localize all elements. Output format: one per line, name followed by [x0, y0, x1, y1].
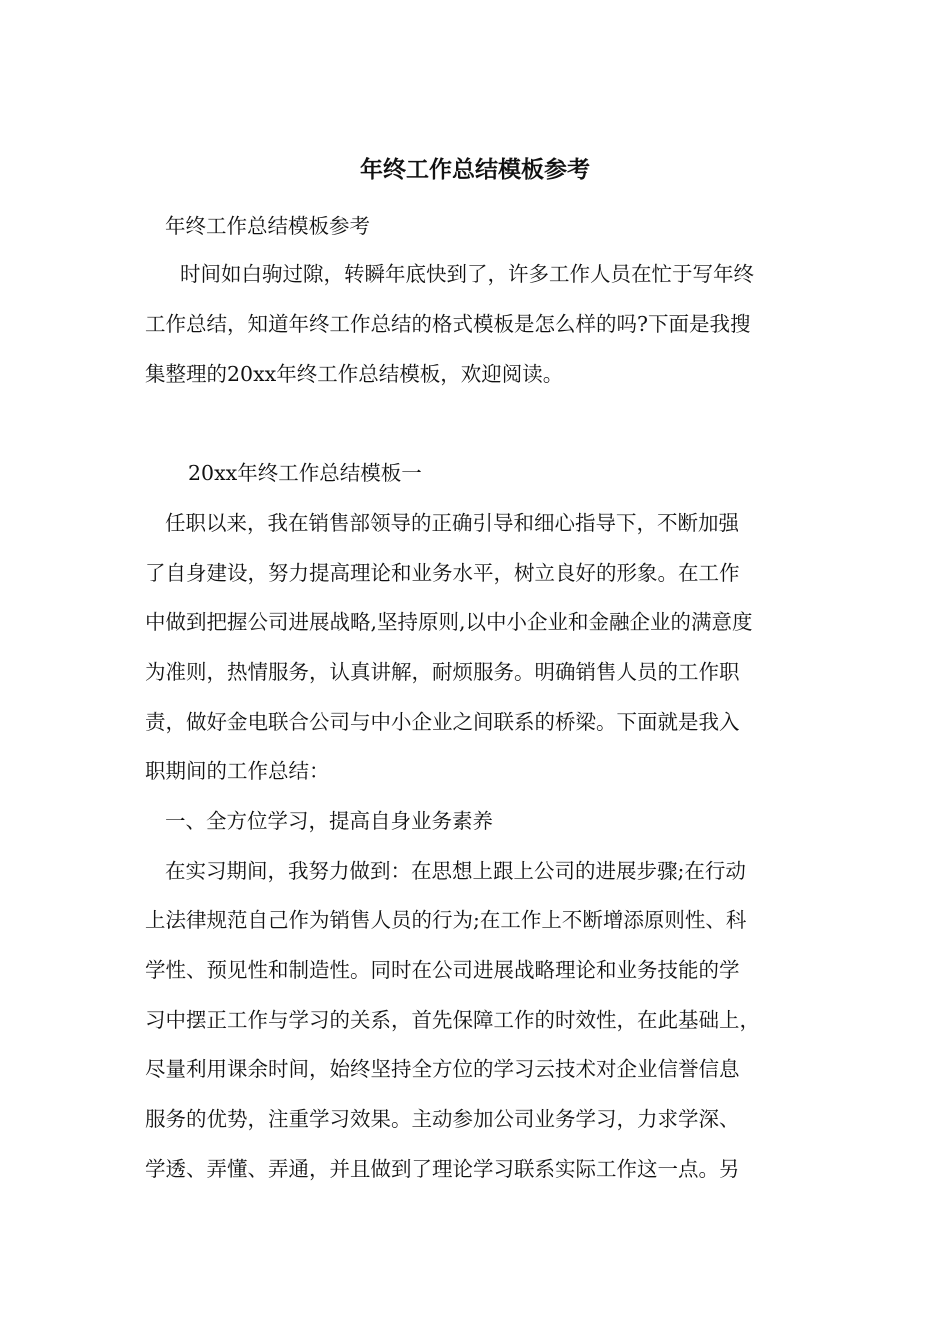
paragraph-line: 了自身建设，努力提高理论和业务水平，树立良好的形象。在工作: [145, 561, 740, 585]
paragraph-line: 习中摆正工作与学习的关系，首先保障工作的时效性，在此基础上，: [145, 1008, 760, 1032]
paragraph-line: 责，做好金电联合公司与中小企业之间联系的桥梁。下面就是我入: [145, 710, 740, 734]
paragraph-line: 任职以来，我在销售部领导的正确引导和细心指导下，不断加强: [165, 511, 739, 535]
subtitle-line: 年终工作总结模板参考: [165, 214, 370, 238]
paragraph-line: 上法律规范自己作为销售人员的行为;在工作上不断增添原则性、科: [145, 908, 747, 932]
paragraph-line: 学透、弄懂、弄通，并且做到了理论学习联系实际工作这一点。另: [145, 1157, 740, 1181]
section-heading: 20xx年终工作总结模板一: [188, 461, 422, 485]
document-title: 年终工作总结模板参考: [360, 157, 590, 183]
paragraph-line: 中做到把握公司进展战略,坚持原则,以中小企业和金融企业的满意度: [145, 610, 753, 634]
paragraph-line: 为准则，热情服务，认真讲解，耐烦服务。明确销售人员的工作职: [145, 660, 740, 684]
paragraph-line: 在实习期间，我努力做到：在思想上跟上公司的进展步骤;在行动: [165, 859, 746, 883]
paragraph-line: 职期间的工作总结：: [145, 759, 330, 783]
paragraph-line: 尽量利用课余时间，始终坚持全方位的学习云技术对企业信誉信息: [145, 1057, 740, 1081]
paragraph-line: 服务的优势，注重学习效果。主动参加公司业务学习，力求学深、: [145, 1107, 740, 1131]
section-heading: 一、全方位学习，提高自身业务素养: [165, 809, 493, 833]
paragraph-line: 时间如白驹过隙，转瞬年底快到了，许多工作人员在忙于写年终: [180, 262, 754, 286]
paragraph-line: 工作总结，知道年终工作总结的格式模板是怎么样的吗?下面是我搜: [145, 312, 751, 336]
paragraph-line: 集整理的20xx年终工作总结模板，欢迎阅读。: [145, 362, 564, 386]
paragraph-line: 学性、预见性和制造性。同时在公司进展战略理论和业务技能的学: [145, 958, 740, 982]
